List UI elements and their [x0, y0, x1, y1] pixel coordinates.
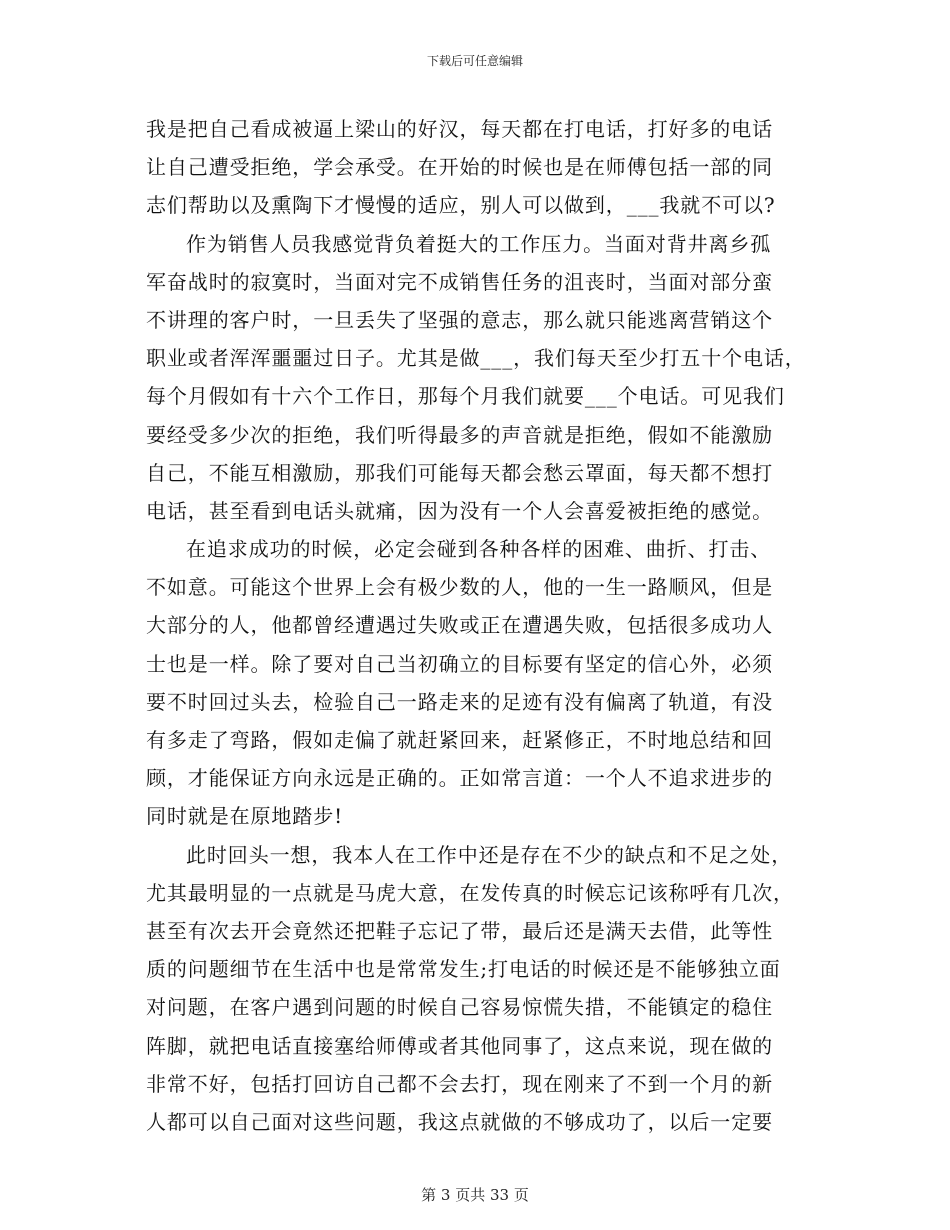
- text-line: 职业或者浑浑噩噩过日子。尤其是做___，我们每天至少打五十个电话，: [146, 346, 806, 371]
- text-line: 士也是一样。除了要对自己当初确立的目标要有坚定的信心外，必须: [146, 651, 773, 676]
- text-line: 要经受多少次的拒绝，我们听得最多的声音就是拒绝，假如不能激励: [146, 422, 773, 447]
- text-line: 大部分的人，他都曾经遭遇过失败或正在遭遇失败，包括很多成功人: [146, 613, 773, 638]
- text-line: 在追求成功的时候，必定会碰到各种各样的困难、曲折、打击、: [186, 537, 772, 562]
- text-line: 我是把自己看成被逼上梁山的好汉，每天都在打电话，打好多的电话: [146, 117, 773, 141]
- page-footer: 第 3 页共 33 页: [421, 1186, 529, 1204]
- text-line: 非常不好，包括打回访自己都不会去打，现在刚来了不到一个月的新: [146, 1071, 773, 1096]
- text-line: 人都可以自己面对这些问题，我这点就做的不够成功了，以后一定要: [146, 1109, 773, 1134]
- document-body: [146, 110, 806, 1141]
- text-line: 质的问题细节在生活中也是常常发生;打电话的时候还是不能够独立面: [146, 957, 781, 982]
- page-header: 下载后可任意编辑: [426, 54, 523, 68]
- text-line: 甚至有次去开会竟然还把鞋子忘记了带，最后还是满天去借，此等性: [146, 918, 773, 943]
- text-line: 志们帮助以及熏陶下才慢慢的适应，别人可以做到，___我就不可以?: [146, 193, 776, 218]
- text-line: 顾，才能保证方向永远是正确的。正如常言道：一个人不追求进步的: [146, 766, 773, 791]
- text-line: 有多走了弯路，假如走偏了就赶紧回来，赶紧修正，不时地总结和回: [146, 728, 773, 752]
- text-line: 电话，甚至看到电话头就痛，因为没有一个人会喜爱被拒绝的感觉。: [146, 498, 773, 523]
- text-line: 阵脚，就把电话直接塞给师傅或者其他同事了，这点来说，现在做的: [146, 1033, 773, 1058]
- text-line: 作为销售人员我感觉背负着挺大的工作压力。当面对背井离乡孤: [186, 231, 772, 256]
- text-line: 让自己遭受拒绝，学会承受。在开始的时候也是在师傅包括一部的同: [146, 155, 773, 180]
- text-line: 每个月假如有十六个工作日，那每个月我们就要___个电话。可见我们: [146, 384, 785, 409]
- text-line: 同时就是在原地踏步!: [146, 804, 344, 829]
- text-line: 要不时回过头去，检验自己一路走来的足迹有没有偏离了轨道，有没: [146, 689, 773, 714]
- text-line: 此时回头一想，我本人在工作中还是存在不少的缺点和不足之处，: [186, 842, 793, 867]
- text-line: 对问题，在客户遇到问题的时候自己容易惊慌失措，不能镇定的稳住: [146, 995, 773, 1020]
- text-line: 军奋战时的寂寞时，当面对完不成销售任务的沮丧时，当面对部分蛮: [146, 269, 773, 294]
- text-line: 自己，不能互相激励，那我们可能每天都会愁云罩面，每天都不想打: [146, 460, 773, 485]
- text-line: 不如意。可能这个世界上会有极少数的人，他的一生一路顺风，但是: [146, 575, 773, 600]
- text-line: 尤其最明显的一点就是马虎大意，在发传真的时候忘记该称呼有几次，: [146, 880, 794, 905]
- text-line: 不讲理的客户时，一旦丢失了坚强的意志，那么就只能逃离营销这个: [146, 307, 773, 332]
